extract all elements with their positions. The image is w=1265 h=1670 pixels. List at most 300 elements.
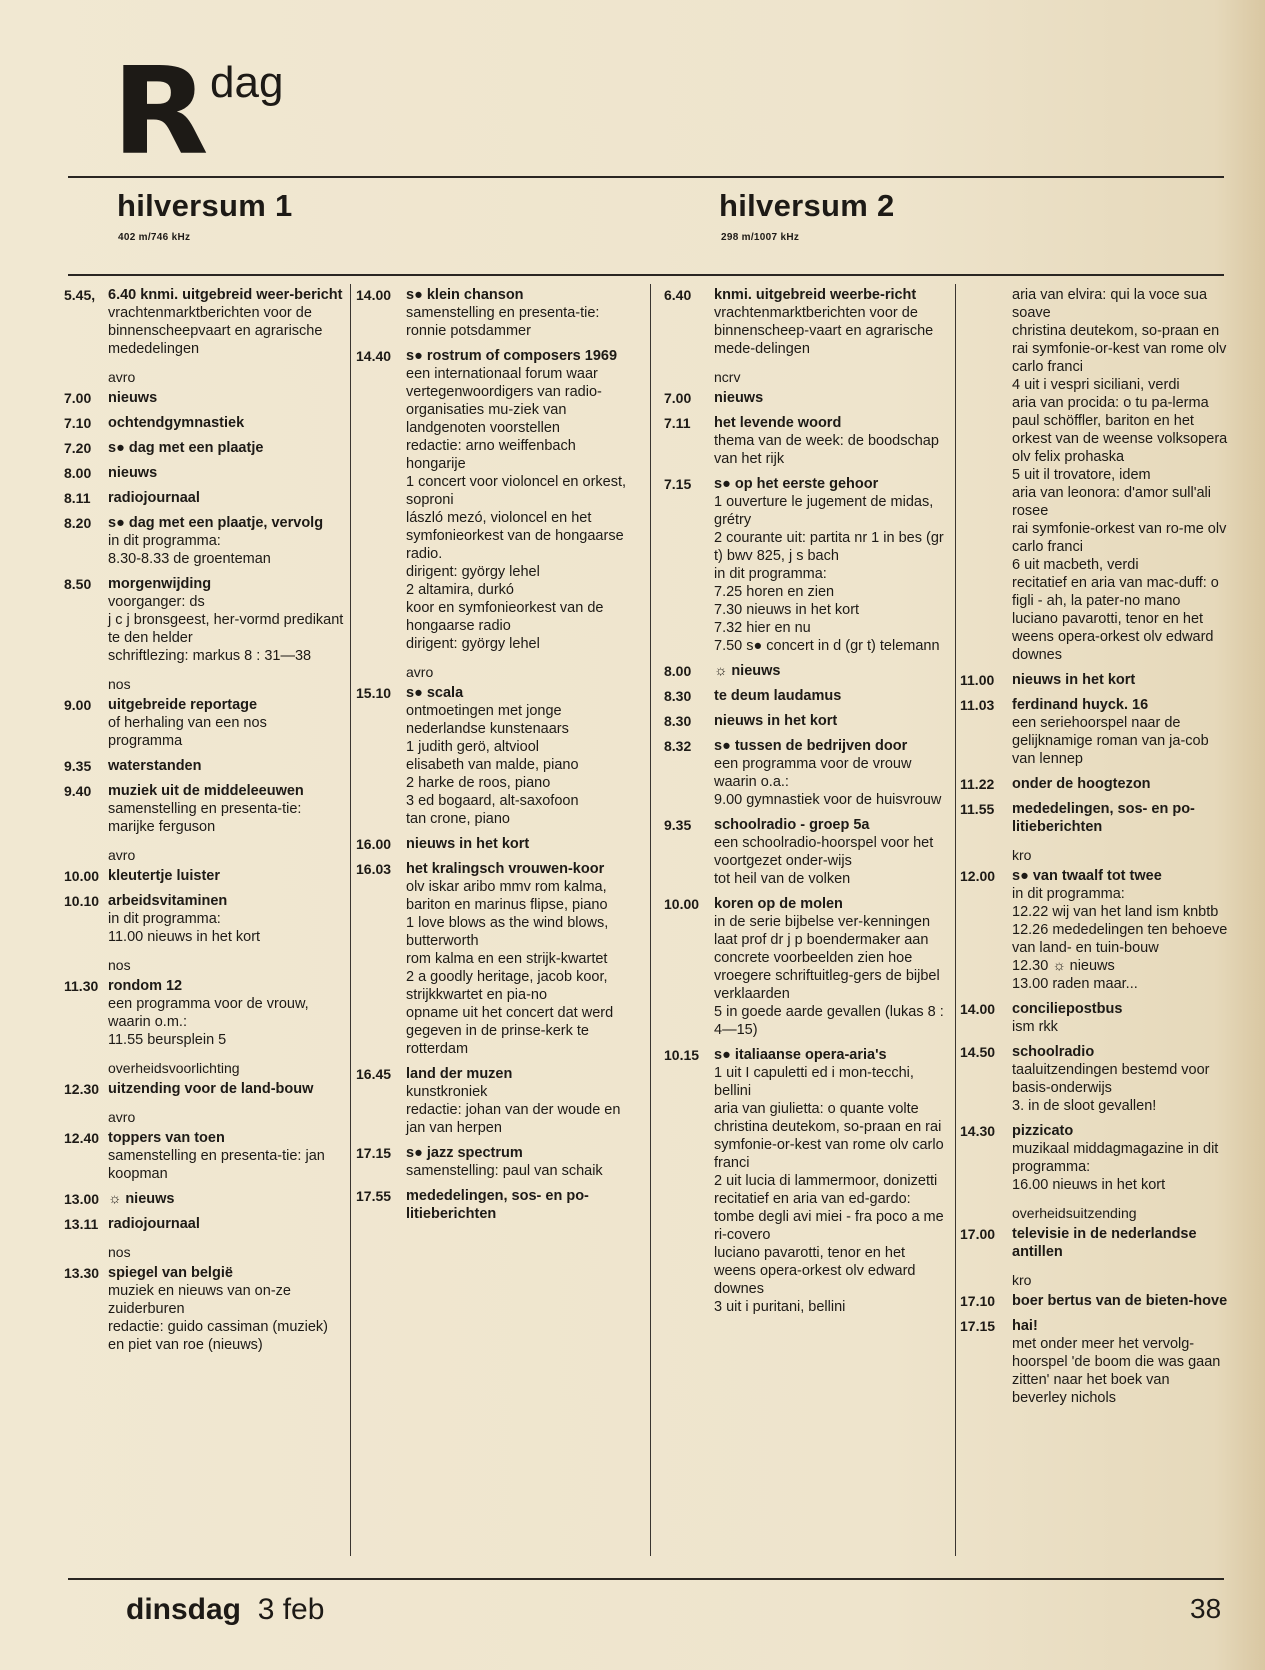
program-title: s● jazz spectrum xyxy=(406,1145,523,1161)
program-entry xyxy=(64,867,344,885)
program-time: 8.11 xyxy=(64,490,91,506)
program-time: 14.00 xyxy=(356,287,392,303)
program-title: schoolradio xyxy=(1012,1044,1095,1060)
program-detail: 2 altamira, durkó xyxy=(406,582,514,598)
program-detail: of herhaling van een nos programma xyxy=(108,715,267,749)
program-detail: 9.00 gymnastiek voor de huisvrouw xyxy=(714,792,942,808)
program-body xyxy=(108,1264,344,1354)
program-detail: aria van giulietta: o quante volte xyxy=(714,1101,919,1117)
program-title: nieuws in het kort xyxy=(406,836,530,852)
program-entry xyxy=(960,1292,1228,1310)
program-detail: 13.00 raden maar... xyxy=(1012,976,1138,992)
program-time: 17.10 xyxy=(960,1293,996,1309)
footer-weekday: dinsdag xyxy=(126,1593,242,1626)
program-title: 6.40 knmi. uitgebreid weer-bericht xyxy=(108,287,343,303)
program-entry xyxy=(64,439,344,457)
program-time: 12.30 xyxy=(64,1081,100,1097)
program-entry xyxy=(664,414,949,468)
program-title: nieuws in het kort xyxy=(714,713,838,729)
program-body xyxy=(1012,696,1228,768)
program-body xyxy=(108,696,344,750)
program-detail: elisabeth van malde, piano xyxy=(406,757,579,773)
program-body xyxy=(1012,1292,1228,1310)
program-detail: een schoolradio-hoorspel voor het voortgezet onder-wijs xyxy=(714,835,934,869)
broadcaster-label: kro xyxy=(1012,1272,1032,1288)
broadcaster-label: overheidsuitzending xyxy=(1012,1205,1137,1221)
program-title: morgenwijding xyxy=(108,576,212,592)
program-entry xyxy=(64,696,344,750)
program-body xyxy=(108,439,344,457)
program-body xyxy=(1012,1122,1228,1194)
program-entry xyxy=(64,464,344,482)
program-title: nieuws in het kort xyxy=(1012,672,1136,688)
program-detail: 7.25 horen en zien xyxy=(714,584,835,600)
program-entry xyxy=(664,737,949,809)
program-time: 10.15 xyxy=(664,1047,700,1063)
footer-date xyxy=(126,1593,324,1627)
program-body xyxy=(1012,775,1228,793)
program-entry xyxy=(356,1187,639,1223)
program-time: 7.00 xyxy=(664,390,692,406)
program-entry xyxy=(960,1317,1228,1407)
program-detail: 3 uit i puritani, bellini xyxy=(714,1299,846,1315)
program-time: 17.00 xyxy=(960,1226,996,1242)
program-title: mededelingen, sos- en po-litieberichten xyxy=(1012,801,1195,835)
program-detail: 5 in goede aarde gevallen (lukas 8 : 4—15) xyxy=(714,1004,944,1038)
broadcaster-label: avro xyxy=(108,1109,136,1125)
program-entry xyxy=(64,977,344,1049)
schedule-column-4 xyxy=(960,286,1228,1414)
program-detail: schriftlezing: markus 8 : 31—38 xyxy=(108,648,312,664)
program-title: te deum laudamus xyxy=(714,688,842,704)
program-entry xyxy=(960,775,1228,793)
program-detail: tot heil van de volken xyxy=(714,871,851,887)
program-detail: vrachtenmarktberichten voor de binnenscheep-vaart en agrarische mede-delingen xyxy=(714,305,934,357)
program-detail: in dit programma: xyxy=(108,911,221,927)
program-entry xyxy=(356,1065,639,1137)
program-detail: dirigent: györgy lehel xyxy=(406,564,540,580)
program-body xyxy=(108,892,344,946)
program-title: koren op de molen xyxy=(714,896,843,912)
program-detail: 16.00 nieuws in het kort xyxy=(1012,1177,1166,1193)
program-body xyxy=(108,389,344,407)
page-number: 38 xyxy=(1190,1593,1222,1624)
program-time: 5.45, xyxy=(64,287,96,303)
program-entry xyxy=(64,389,344,407)
program-title: het levende woord xyxy=(714,415,842,431)
program-time: 12.00 xyxy=(960,868,996,884)
program-title: boer bertus van de bieten-hove xyxy=(1012,1293,1228,1309)
program-entry xyxy=(960,696,1228,768)
program-detail: in dit programma: xyxy=(1012,886,1125,902)
program-time: 10.00 xyxy=(64,868,100,884)
program-body xyxy=(714,737,949,809)
program-title: schoolradio - groep 5a xyxy=(714,817,870,833)
program-detail: 12.26 mededelingen ten behoeve van land- en tuin-bouw xyxy=(1012,922,1228,956)
program-body xyxy=(406,835,639,853)
program-time: 11.30 xyxy=(64,978,99,994)
program-entry xyxy=(356,835,639,853)
program-entry xyxy=(664,1046,949,1316)
program-body xyxy=(406,347,639,653)
program-detail: koor en symfonieorkest van de hongaarse radio xyxy=(406,600,604,634)
program-detail: 1 concert voor violoncel en orkest, soproni xyxy=(406,474,627,508)
program-detail: 2 harke de roos, piano xyxy=(406,775,551,791)
program-title: uitzending voor de land-bouw xyxy=(108,1081,314,1097)
logo-letter: R xyxy=(111,43,205,182)
program-entry xyxy=(64,286,344,358)
program-time: 9.35 xyxy=(64,758,92,774)
program-entry xyxy=(64,489,344,507)
program-entry xyxy=(664,475,949,655)
program-body xyxy=(1012,1000,1228,1036)
program-time: 14.40 xyxy=(356,348,392,364)
program-entry xyxy=(664,389,949,407)
program-detail: rom kalma en een strijk-kwartet xyxy=(406,951,608,967)
program-time: 14.50 xyxy=(960,1044,996,1060)
program-time: 8.50 xyxy=(64,576,92,592)
program-entry xyxy=(64,1215,344,1233)
program-detail: taaluitzendingen bestemd voor basis-onderwijs xyxy=(1012,1062,1210,1096)
program-time: 11.22 xyxy=(960,776,995,792)
program-detail: 12.22 wij van het land ism knbtb xyxy=(1012,904,1219,920)
program-time: 8.00 xyxy=(664,663,692,679)
program-detail: j c j bronsgeest, her-vormd predikant te den helder xyxy=(108,612,344,646)
program-detail: tan crone, piano xyxy=(406,811,510,827)
program-body xyxy=(108,757,344,775)
footer-daymonth: 3 feb xyxy=(257,1593,325,1626)
program-time: 7.11 xyxy=(664,415,691,431)
program-entry xyxy=(960,671,1228,689)
program-body xyxy=(108,782,344,836)
schedule-column-2 xyxy=(356,286,639,1230)
program-time: 9.35 xyxy=(664,817,692,833)
program-time: 8.32 xyxy=(664,738,692,754)
program-title: ferdinand huyck. 16 xyxy=(1012,697,1149,713)
program-body xyxy=(714,286,949,358)
program-entry xyxy=(356,286,639,340)
program-entry xyxy=(960,286,1228,664)
program-title: hai! xyxy=(1012,1318,1038,1334)
program-detail: 1 uit I capuletti ed i mon-tecchi, bellini xyxy=(714,1065,914,1099)
broadcaster-label: ncrv xyxy=(714,369,741,385)
program-detail: 1 judith gerö, altviool xyxy=(406,739,539,755)
program-title: kleutertje luister xyxy=(108,868,221,884)
program-detail: een programma voor de vrouw waarin o.a.: xyxy=(714,756,912,790)
program-detail: 1 love blows as the wind blows, butterworth xyxy=(406,915,609,949)
program-body xyxy=(714,1046,949,1316)
program-body xyxy=(714,816,949,888)
program-title: rondom 12 xyxy=(108,978,183,994)
program-detail: vrachtenmarktberichten voor de binnenscheepvaart en agrarische mededelingen xyxy=(108,305,323,357)
program-title: s● op het eerste gehoor xyxy=(714,476,879,492)
program-body xyxy=(714,687,949,705)
program-detail: thema van de week: de boodschap van het rijk xyxy=(714,433,939,467)
program-time: 12.40 xyxy=(64,1130,100,1146)
program-body xyxy=(108,286,344,358)
program-entry xyxy=(64,1080,344,1098)
program-body xyxy=(108,1080,344,1098)
program-title: uitgebreide reportage xyxy=(108,697,258,713)
program-body xyxy=(1012,1225,1228,1261)
program-detail: 2 courante uit: partita nr 1 in bes (gr t) bwv 825, j s bach xyxy=(714,530,944,564)
program-entry xyxy=(64,782,344,836)
schedule-column-1 xyxy=(64,286,344,1361)
program-title: land der muzen xyxy=(406,1066,513,1082)
program-time: 16.00 xyxy=(356,836,392,852)
program-detail: kunstkroniek xyxy=(406,1084,488,1100)
program-body xyxy=(108,1129,344,1183)
program-detail: christina deutekom, so-praan en rai symfonie-or-kest van rome olv carlo franci xyxy=(1012,323,1227,375)
program-time: 6.40 xyxy=(664,287,692,303)
program-body xyxy=(714,662,949,680)
program-title: ☼ nieuws xyxy=(108,1191,175,1207)
program-detail: luciano pavarotti, tenor en het weens opera-orkest olv edward downes xyxy=(714,1245,916,1297)
schedule-column-3 xyxy=(664,286,949,1323)
program-entry xyxy=(64,757,344,775)
program-detail: 2 uit lucia di lammermoor, donizetti xyxy=(714,1173,938,1189)
program-body xyxy=(1012,671,1228,689)
program-entry xyxy=(960,1225,1228,1261)
program-title: s● tussen de bedrijven door xyxy=(714,738,908,754)
program-body xyxy=(714,895,949,1039)
program-title: televisie in de nederlandse antillen xyxy=(1012,1226,1197,1260)
program-time: 8.20 xyxy=(64,515,92,531)
program-detail: redactie: arno weiffenbach hongarije xyxy=(406,438,576,472)
program-detail: 1 ouverture le jugement de midas, grétry xyxy=(714,494,934,528)
program-body xyxy=(108,977,344,1049)
program-detail: met onder meer het vervolg-hoorspel 'de boom die was gaan zitten' naar het boek van beverley nichols xyxy=(1012,1336,1221,1406)
broadcaster-label: nos xyxy=(108,1244,131,1260)
program-body xyxy=(108,414,344,432)
logo-word: dag xyxy=(210,58,284,107)
program-time: 10.00 xyxy=(664,896,700,912)
program-title: radiojournaal xyxy=(108,1216,200,1232)
program-title: muziek uit de middeleeuwen xyxy=(108,783,304,799)
broadcaster-label: nos xyxy=(108,676,131,692)
program-title: pizzicato xyxy=(1012,1123,1074,1139)
program-body xyxy=(108,1190,344,1208)
program-time: 11.00 xyxy=(960,672,995,688)
program-detail: redactie: guido cassiman (muziek) en piet van roe (nieuws) xyxy=(108,1319,329,1353)
program-title: waterstanden xyxy=(108,758,202,774)
station-freq-1: 402 m/746 kHz xyxy=(118,232,191,243)
program-title: spiegel van belgië xyxy=(108,1265,233,1281)
program-detail: 3 ed bogaard, alt-saxofoon xyxy=(406,793,579,809)
program-detail: paul schöffler, bariton en het orkest van de weense volksopera olv felix prohaska xyxy=(1012,413,1228,465)
program-title: s● rostrum of composers 1969 xyxy=(406,348,618,364)
bottom-rule xyxy=(68,1578,1224,1580)
program-detail: 11.00 nieuws in het kort xyxy=(108,929,261,945)
program-time: 7.00 xyxy=(64,390,92,406)
program-entry xyxy=(356,1144,639,1180)
program-body xyxy=(108,464,344,482)
program-title: s● klein chanson xyxy=(406,287,524,303)
program-time: 14.00 xyxy=(960,1001,996,1017)
program-detail: samenstelling en presenta-tie: ronnie potsdammer xyxy=(406,305,600,339)
program-entry xyxy=(64,892,344,946)
program-title: s● dag met een plaatje xyxy=(108,440,264,456)
program-detail: aria van procida: o tu pa-lerma xyxy=(1012,395,1209,411)
program-time: 16.03 xyxy=(356,861,392,877)
program-entry xyxy=(960,1000,1228,1036)
program-detail: luciano pavarotti, tenor en het weens opera-orkest olv edward downes xyxy=(1012,611,1214,663)
program-title: onder de hoogtezon xyxy=(1012,776,1151,792)
broadcaster-label: avro xyxy=(108,369,136,385)
program-detail: in de serie bijbelse ver-kenningen laat prof dr j p boendermaker aan concrete voorbeelden zien hoe vroegere schriftuitleg-gers de bijbel verklaarden xyxy=(714,914,940,1002)
program-detail: 3. in de sloot gevallen! xyxy=(1012,1098,1157,1114)
program-time: 13.11 xyxy=(64,1216,99,1232)
program-body xyxy=(406,684,639,828)
program-entry xyxy=(664,895,949,1039)
program-body xyxy=(108,514,344,568)
program-title: het kralingsch vrouwen-koor xyxy=(406,861,605,877)
program-time: 17.15 xyxy=(960,1318,996,1334)
program-detail: voorganger: ds xyxy=(108,594,205,610)
program-body xyxy=(108,867,344,885)
program-detail: ontmoetingen met jonge nederlandse kunstenaars xyxy=(406,703,569,737)
program-entry xyxy=(960,1043,1228,1115)
program-body xyxy=(1012,286,1228,664)
program-title: s● van twaalf tot twee xyxy=(1012,868,1162,884)
program-body xyxy=(406,860,639,1058)
program-time: 8.00 xyxy=(64,465,92,481)
program-time: 7.15 xyxy=(664,476,692,492)
program-time: 17.55 xyxy=(356,1188,392,1204)
column-divider xyxy=(350,284,351,1556)
program-detail: 11.55 beursplein 5 xyxy=(108,1032,227,1048)
program-title: mededelingen, sos- en po-litieberichten xyxy=(406,1188,589,1222)
program-entry xyxy=(64,575,344,665)
program-entry xyxy=(664,286,949,358)
program-entry xyxy=(64,514,344,568)
program-title: ☼ nieuws xyxy=(714,663,781,679)
column-divider xyxy=(650,284,651,1556)
program-body xyxy=(108,1215,344,1233)
program-entry xyxy=(960,867,1228,993)
program-title: s● italiaanse opera-aria's xyxy=(714,1047,887,1063)
program-entry xyxy=(960,1122,1228,1194)
program-detail: in dit programma: xyxy=(714,566,827,582)
program-detail: redactie: johan van der woude en jan van herpen xyxy=(406,1102,621,1136)
program-entry xyxy=(664,816,949,888)
program-detail: 6 uit macbeth, verdi xyxy=(1012,557,1139,573)
station-name-2: hilversum 2 xyxy=(719,188,895,223)
program-title: s● scala xyxy=(406,685,464,701)
program-time: 9.40 xyxy=(64,783,92,799)
program-detail: olv iskar aribo mmv rom kalma, bariton en marinus flipse, piano xyxy=(406,879,608,913)
program-detail: 12.30 ☼ nieuws xyxy=(1012,958,1115,974)
program-entry xyxy=(356,347,639,653)
program-detail: 5 uit il trovatore, idem xyxy=(1012,467,1151,483)
program-detail: muziek en nieuws van on-ze zuiderburen xyxy=(108,1283,291,1317)
program-time: 14.30 xyxy=(960,1123,996,1139)
program-title: s● dag met een plaatje, vervolg xyxy=(108,515,324,531)
program-detail: samenstelling en presenta-tie: jan koopman xyxy=(108,1148,325,1182)
program-detail: lászló mezó, violoncel en het symfonieorkest van de hongaarse radio. xyxy=(406,510,624,562)
program-detail: 7.30 nieuws in het kort xyxy=(714,602,860,618)
program-entry xyxy=(664,687,949,705)
program-detail: samenstelling en presenta-tie: marijke ferguson xyxy=(108,801,302,835)
program-detail: 7.32 hier en nu xyxy=(714,620,811,636)
program-title: arbeidsvitaminen xyxy=(108,893,228,909)
broadcaster-label: avro xyxy=(406,664,434,680)
program-title: conciliepostbus xyxy=(1012,1001,1123,1017)
program-detail: een internationaal forum waar vertegenwoordigers van radio-organisaties mu-ziek van landgenoten voorstellen xyxy=(406,366,602,436)
column-divider xyxy=(955,284,956,1556)
program-entry xyxy=(664,662,949,680)
program-time: 11.03 xyxy=(960,697,995,713)
program-entry xyxy=(64,1190,344,1208)
program-body xyxy=(1012,1043,1228,1115)
program-detail: 2 a goodly heritage, jacob koor, strijkkwartet en pia-no xyxy=(406,969,608,1003)
program-detail: 8.30-8.33 de groenteman xyxy=(108,551,271,567)
program-title: ochtendgymnastiek xyxy=(108,415,245,431)
program-detail: 4 uit i vespri siciliani, verdi xyxy=(1012,377,1180,393)
program-title: knmi. uitgebreid weerbe-richt xyxy=(714,287,917,303)
program-body xyxy=(714,389,949,407)
program-body xyxy=(1012,800,1228,836)
broadcaster-label: nos xyxy=(108,957,131,973)
broadcaster-label: overheidsvoorlichting xyxy=(108,1060,240,1076)
program-detail: opname uit het concert dat werd gegeven in de prinse-kerk te rotterdam xyxy=(406,1005,614,1057)
program-time: 7.20 xyxy=(64,440,92,456)
program-detail: samenstelling: paul van schaik xyxy=(406,1163,603,1179)
program-detail: in dit programma: xyxy=(108,533,221,549)
program-body xyxy=(406,286,639,340)
program-time: 13.30 xyxy=(64,1265,100,1281)
program-body xyxy=(108,489,344,507)
program-time xyxy=(960,286,1012,664)
program-body xyxy=(714,475,949,655)
program-time: 8.30 xyxy=(664,688,692,704)
program-time: 11.55 xyxy=(960,801,995,817)
program-time: 13.00 xyxy=(64,1191,100,1207)
program-time: 16.45 xyxy=(356,1066,392,1082)
program-time: 15.10 xyxy=(356,685,392,701)
program-entry xyxy=(64,1129,344,1183)
program-detail: dirigent: györgy lehel xyxy=(406,636,540,652)
program-detail: aria van leonora: d'amor sull'ali rosee xyxy=(1012,485,1211,519)
program-detail: ism rkk xyxy=(1012,1019,1058,1035)
program-entry xyxy=(664,712,949,730)
program-detail: een seriehoorspel naar de gelijknamige roman van ja-cob van lennep xyxy=(1012,715,1209,767)
program-entry xyxy=(64,414,344,432)
rdag-logo xyxy=(111,43,284,182)
program-title: nieuws xyxy=(108,390,158,406)
program-time: 17.15 xyxy=(356,1145,392,1161)
program-body xyxy=(406,1187,639,1223)
program-body xyxy=(108,575,344,665)
program-detail: muzikaal middagmagazine in dit programma: xyxy=(1012,1141,1219,1175)
program-body xyxy=(1012,1317,1228,1407)
program-detail: 7.50 s● concert in d (gr t) telemann xyxy=(714,638,940,654)
program-time: 8.30 xyxy=(664,713,692,729)
program-title: toppers van toen xyxy=(108,1130,225,1146)
program-detail: christina deutekom, so-praan en rai symfonie-or-kest van rome olv carlo franci xyxy=(714,1119,944,1171)
program-entry xyxy=(356,684,639,828)
program-detail: aria van elvira: qui la voce sua soave xyxy=(1012,287,1208,321)
program-detail: recitatief en aria van ed-gardo: tombe degli avi miei - fra poco a me ri-covero xyxy=(714,1191,944,1243)
program-time: 7.10 xyxy=(64,415,92,431)
program-detail: recitatief en aria van mac-duff: o figli - ah, la pater-no mano xyxy=(1012,575,1219,609)
program-body xyxy=(714,712,949,730)
top-rule xyxy=(68,176,1224,178)
header-rule xyxy=(68,274,1224,276)
program-entry xyxy=(960,800,1228,836)
program-entry xyxy=(64,1264,344,1354)
program-detail: rai symfonie-orkest van ro-me olv carlo franci xyxy=(1012,521,1227,555)
